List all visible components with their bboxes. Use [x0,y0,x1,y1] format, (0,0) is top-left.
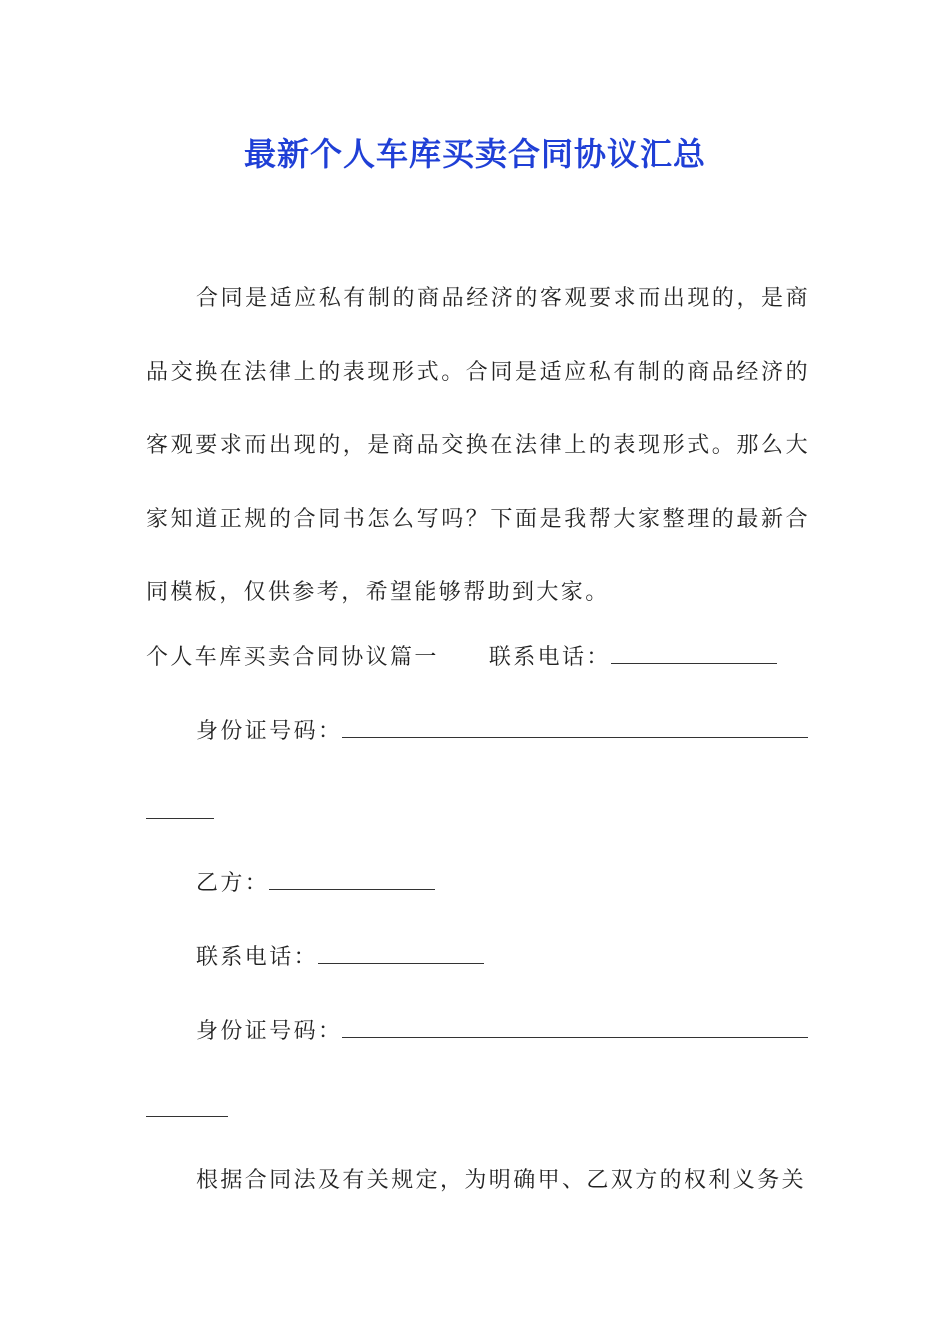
closing-row [196,1161,806,1201]
id-blank-2 [342,1015,808,1038]
phone-label-1: 联系电话： [488,645,611,670]
id-blank-1-continued [146,818,214,819]
section-heading-row [146,638,777,678]
party-b-label: 乙方： [196,871,270,896]
id-row-2 [196,1012,808,1052]
party-b-blank [269,867,435,890]
closing-line: 根据合同法及有关规定，为明确甲、乙双方的权利义务关 [196,1168,807,1193]
id-blank-1 [342,715,808,738]
id-label-1: 身份证号码： [196,719,343,744]
id-label-2: 身份证号码： [196,1019,343,1044]
phone-blank-1 [611,641,777,664]
phone-row-2 [196,938,484,978]
intro-paragraph: 合同是适应私有制的商品经济的客观要求而出现的，是商品交换在法律上的表现形式。合同是适应私有制的商品经济的客观要求而出现的，是商品交换在法律上的表现形式。那么大家知道正规的合同书怎么写吗？下面是我帮大家整理的最新合同模板，仅供参考，希望能够帮助到大家。 [146,286,810,605]
phone-blank-2 [318,941,484,964]
document-title: 最新个人车库买卖合同协议汇总 [243,135,706,173]
section-heading: 个人车库买卖合同协议篇一 [146,645,439,670]
phone-label-2: 联系电话： [196,945,319,970]
party-b-row [196,864,435,904]
id-row-1 [196,712,808,752]
id-blank-2-continued [146,1116,228,1117]
